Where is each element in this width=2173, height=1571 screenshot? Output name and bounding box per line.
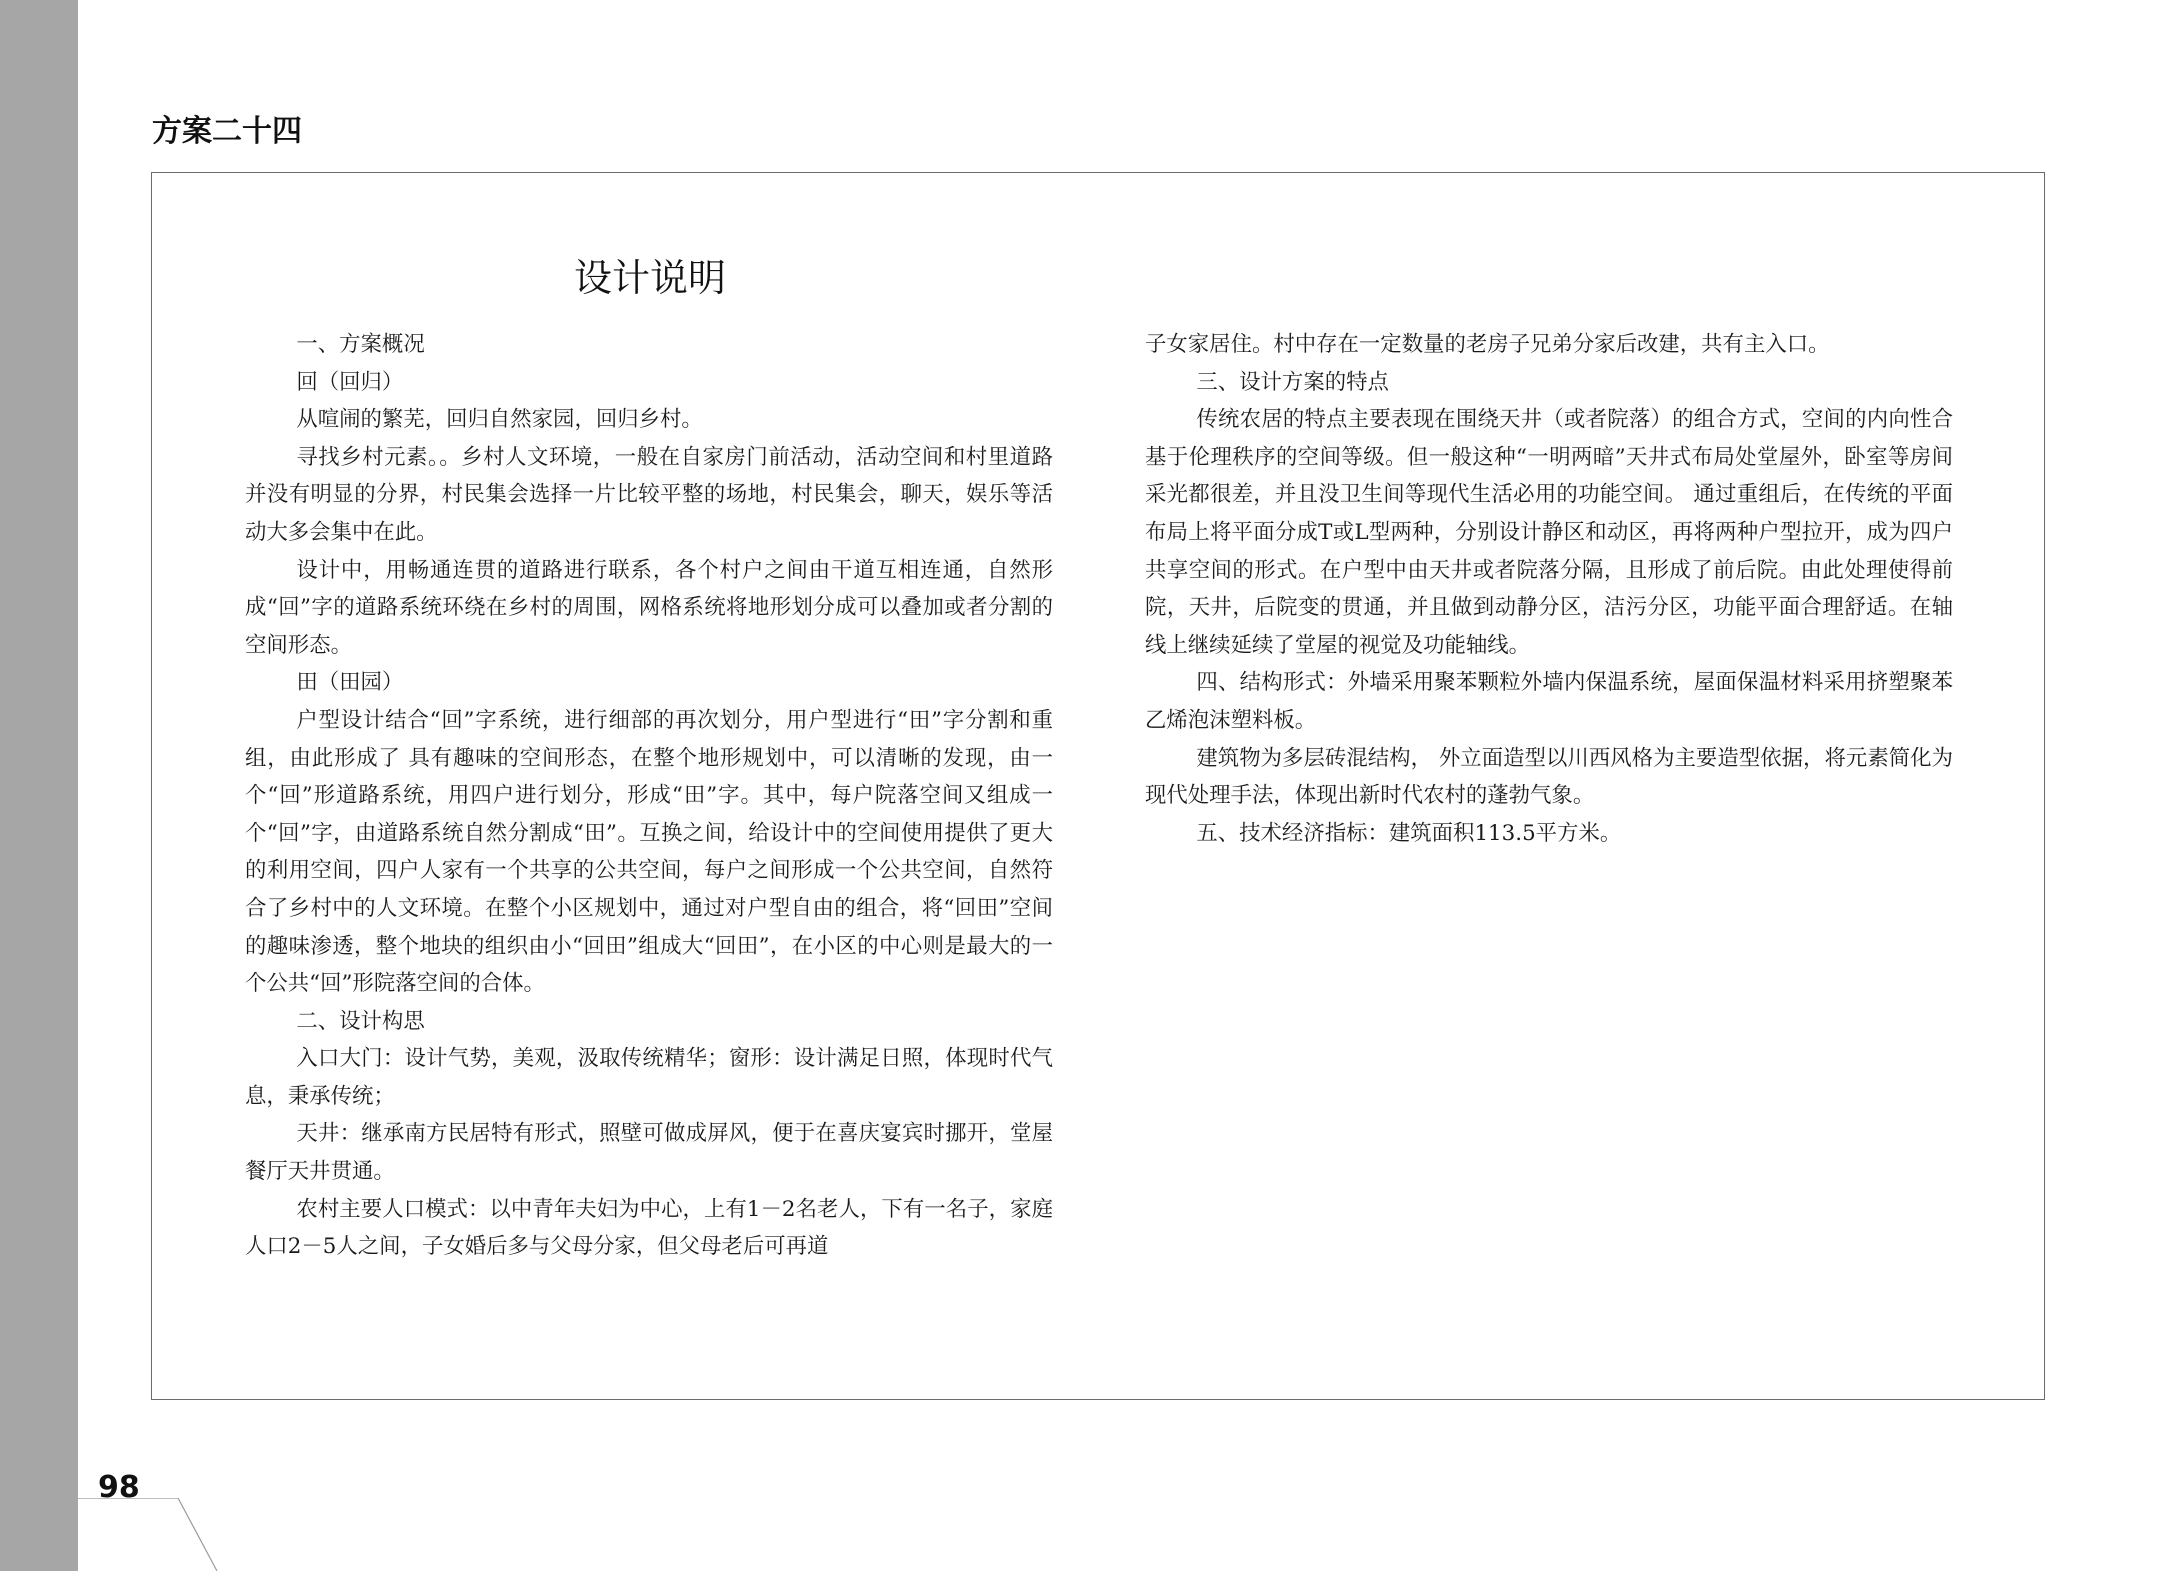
paragraph: 一、方案概况 [296,332,425,357]
chapter-title: 方案二十四 [152,114,302,149]
paragraph: 户型设计结合“回”字系统，进行细部的再次划分，用户型进行“田”字分割和重组，由此形成了 具有趣味的空间形态，在整个地形规划中，可以清晰的发现，由一个“回”形道路系统，用四户进行划分，形成“田”字。其中，每户院落空间又组成一个“回”字，由道路系统自然分割成“田”。互换之间，给设计中的空间使用提供了更大的利用空间，四户人家有一个共享的公共空间，每户之间形成一个公共空间，自然符合了乡村中的人文环境。在整个小区规划中，通过对户型自由的组合，将“回田”空间的趣味渗透，整个地块的组织由小“回田”组成大“回田”，在小区的中心则是最大的一个公共“回”形院落空间的合体。 [245,707,1053,997]
paragraph: 从喧闹的繁芜，回归自然家园，回归乡村。 [296,407,703,433]
side-bar [0,0,78,1571]
paragraph: 入口大门：设计气势，美观，汲取传统精华；窗形：设计满足日照，体现时代气息，秉承传统； [245,1046,1053,1109]
right-column [1145,326,1953,852]
paragraph: 二、设计构思 [296,1008,425,1034]
paragraph: 四、结构形式：外墙采用聚苯颗粒外墙内保温系统，屋面保温材料采用挤塑聚苯乙烯泡沫塑料板。 [1145,670,1953,733]
paragraph: 设计中，用畅通连贯的道路进行联系，各个村户之间由干道互相连通，自然形成“回”字的道路系统环绕在乡村的周围，网格系统将地形划分成可以叠加或者分割的空间形态。 [245,557,1053,658]
paragraph: 三、设计方案的特点 [1196,369,1389,395]
paragraph: 天井：继承南方民居特有形式，照壁可做成屏风，便于在喜庆宴宾时挪开，堂屋餐厅天井贯通。 [245,1121,1053,1185]
paragraph: 五、技术经济指标：建筑面积113.5平方米。 [1196,820,1622,846]
paragraph: 农村主要人口模式：以中青年夫妇为中心，上有1－2名老人，下有一名子，家庭人口2－5人之间，子女婚后多与父母分家，但父母老后可再道 [245,1196,1053,1260]
paragraph: 寻找乡村元素。。乡村人文环境，一般在自家房门前活动，活动空间和村里道路并没有明显的分界，村民集会选择一片比较平整的场地，村民集会，聊天，娱乐等活动大多会集中在此。 [245,444,1053,545]
paragraph: 建筑物为多层砖混结构， 外立面造型以川西风格为主要造型依据，将元素简化为现代处理手法，体现出新时代农村的蓬勃气象。 [1145,745,1953,809]
paragraph-continuation: 子女家居住。村中存在一定数量的老房子兄弟分家后改建，共有主入口。 [1145,332,1830,357]
paragraph: 传统农居的特点主要表现在围绕天井（或者院落）的组合方式，空间的内向性合基于伦理秩序的空间等级。但一般这种“一明两暗”天井式布局处堂屋外，卧室等房间采光都很差，并且没卫生间等现代生活必用的功能空间。 通过重组后，在传统的平面布局上将平面分成T或L型两种，分别设计静区和动区，再将两种户型拉开，成为四户共享空间的形式。在户型中由天井或者院落分隔，且形成了前后院。由此处理使得前院，天井，后院变的贯通，并且做到动静分区，洁污分区，功能平面合理舒适。在轴线上继续延续了堂屋的视觉及功能轴线。 [1145,407,1953,658]
paragraph: 田（田园） [296,670,404,696]
page-corner-line [78,1498,228,1571]
left-column [245,326,1053,1266]
page-number: 98 [98,1470,140,1505]
paragraph: 回（回归） [296,369,404,395]
document-title: 设计说明 [573,256,726,300]
